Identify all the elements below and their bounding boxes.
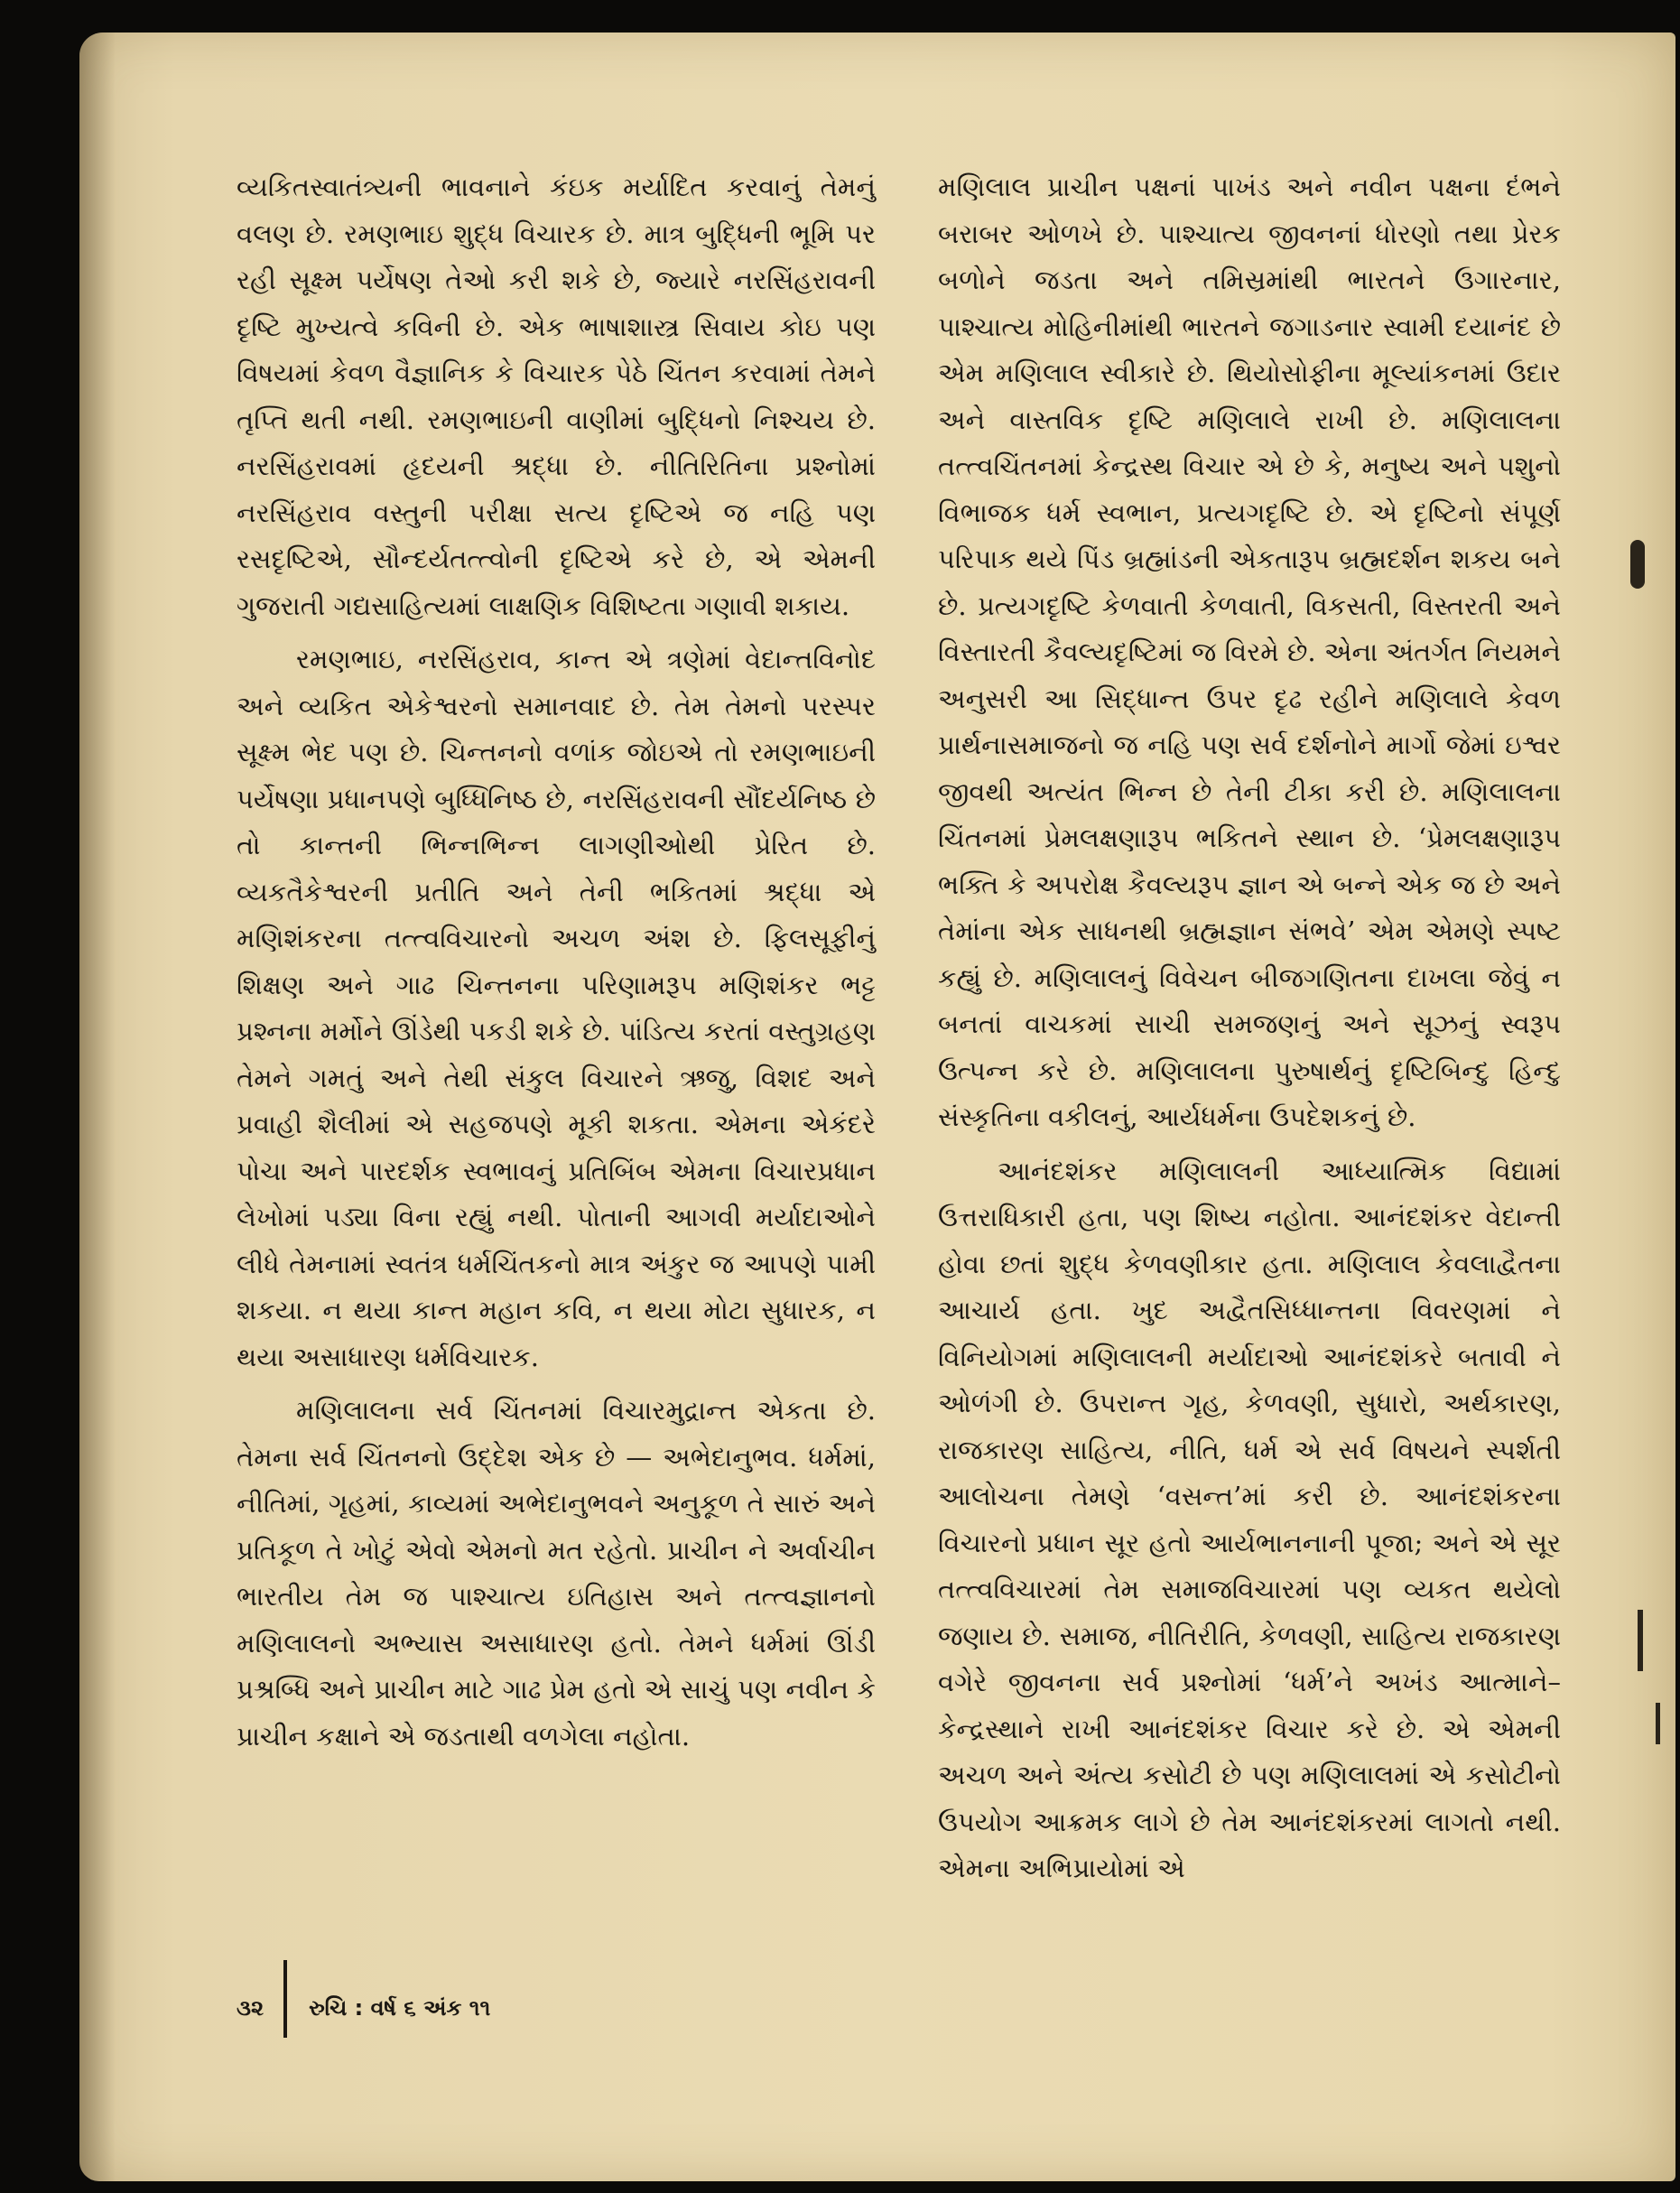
paragraph: વ્યકિતસ્વાતંત્ર્યની ભાવનાને કંઇક મર્યાદિત કરવાનું તેમનું વલણ છે. રમણભાઇ શુદ્ધ વિચારક છે. માત્ર બુદ્ધિની ભૂમિ પર રહી સૂક્ષ્મ પર્યેષણ તેઓ કરી શકે છે, જ્યારે નરસિંહરાવની દૃષ્ટિ મુખ્યત્વે કવિની છે. એક ભાષાશાસ્ત્ર સિવાય કોઇ પણ વિષયમાં કેવળ વૈજ્ઞાનિક કે વિચારક પેઠે ચિંતન કરવામાં તેમને તૃપ્તિ થતી નથી. રમણભાઇની વાણીમાં બુદ્ધિનો નિશ્ચય છે. નરસિંહરાવમાં હૃદયની શ્રદ્ધા છે. નીતિરિતિના પ્રશ્નોમાં નરસિંહરાવ વસ્તુની પરીક્ષા સત્ય દૃષ્ટિએ જ નહિ પણ રસદૃષ્ટિએ, સૌન્દર્યતત્ત્વોની દૃષ્ટિએ કરે છે, એ એમની ગુજરાતી ગદ્યસાહિત્યમાં લાક્ષણિક વિશિષ્ટતા ગણાવી શકાય. (237, 172, 876, 621)
right-column (938, 164, 1561, 1900)
publication-info: રુચિ : વર્ષ ૬ અંક ૧૧ (309, 1995, 491, 2021)
binding-mark (1656, 1703, 1660, 1744)
binding-mark (1638, 1610, 1643, 1671)
page-fold-shadow (79, 33, 116, 2181)
binding-mark (1630, 540, 1645, 589)
page-number: ૩૨ (237, 1995, 265, 2021)
paragraph: મણિલાલ પ્રાચીન પક્ષનાં પાખંડ અને નવીન પક્ષના દંભને બરાબર ઓળખે છે. પાશ્ચાત્ય જીવનનાં ધોરણો તથા પ્રેરક બળોને જડતા અને તમિસ્રમાંથી ભારતને ઉગારનાર, પાશ્ચાત્ય મોહિનીમાંથી ભારતને જગાડનાર સ્વામી દયાનંદ છે એમ મણિલાલ સ્વીકારે છે. થિયોસોફીના મૂલ્યાંકનમાં ઉદાર અને વાસ્તવિક દૃષ્ટિ મણિલાલે રાખી છે. મણિલાલના તત્ત્વચિંતનમાં કેન્દ્રસ્થ વિચાર એ છે કે, મનુષ્ય અને પશુનો વિભાજક ધર્મ સ્વભાન, પ્રત્યગદૃષ્ટિ છે. એ દૃષ્ટિનો સંપૂર્ણ પરિપાક થયે પિંડ બ્રહ્માંડની એકતારૂપ બ્રહ્મદર્શન શકય બને છે. પ્રત્યગદૃષ્ટિ કેળવાતી કેળવાતી, વિકસતી, વિસ્તરતી અને વિસ્તારતી કૈવલ્યદૃષ્ટિમાં જ વિરમે છે. એના અંતર્ગત નિયમને અનુસરી આ સિદ્ધાન્ત ઉપર દૃઢ રહીને મણિલાલે કેવળ પ્રાર્થનાસમાજનો જ નહિ પણ સર્વ દર્શનોને માર્ગો જેમાં ઇશ્વર જીવથી અત્યંત ભિન્ન છે તેની ટીકા કરી છે. મણિલાલના ચિંતનમાં પ્રેમલક્ષણારૂપ ભકિતને સ્થાન છે. ‘પ્રેમલક્ષણારૂપ ભક્તિ કે અપરોક્ષ કૈવલ્યરૂપ જ્ઞાન એ બન્ને એક જ છે અને તેમાંના એક સાધનથી બ્રહ્મજ્ઞાન સંભવે’ એમ એમણે સ્પષ્ટ કહ્યું છે. મણિલાલનું વિવેચન બીજગણિતના દાખલા જેવું ન બનતાં વાચકમાં સાચી સમજણનું અને સૂઝનું સ્વરૂપ ઉત્પન્ન કરે છે. મણિલાલના પુરુષાર્થનું દૃષ્ટિબિન્દુ હિન્દુ સંસ્કૃતિના વકીલનું, આર્યધર્મના ઉપદેશકનું છે. (938, 172, 1561, 1132)
left-column (237, 164, 876, 1767)
paragraph: મણિલાલના સર્વ ચિંતનમાં વિચારમુદ્રાન્ત એકતા છે. તેમના સર્વ ચિંતનનો ઉદ્દેશ એક છે — અભેદાનુભવ. ધર્મમાં, નીતિમાં, ગૃહમાં, કાવ્યમાં અભેદાનુભવને અનુકૂળ તે સારું અને પ્રતિકૂળ તે ખોટું એવો એમનો મત રહેતો. પ્રાચીન ને અર્વાચીન ભારતીય તેમ જ પાશ્ચાત્ય ઇતિહાસ અને તત્ત્વજ્ઞાનનો મણિલાલનો અભ્યાસ અસાધારણ હતો. તેમને ધર્મમાં ઊંડી પ્રશ્રબ્ધિ અને પ્રાચીન માટે ગાઢ પ્રેમ હતો એ સાચું પણ નવીન કે પ્રાચીન કક્ષાને એ જડતાથી વળગેલા નહોતા. (237, 1395, 876, 1752)
paragraph: આનંદશંકર મણિલાલની આધ્યાત્મિક વિદ્યામાં ઉત્તરાધિકારી હતા, પણ શિષ્ય નહોતા. આનંદશંકર વેદાન્તી હોવા છતાં શુદ્ધ કેળવણીકાર હતા. મણિલાલ કેવલાદ્વૈતના આચાર્ય હતા. ખુદ અદ્વૈતસિધ્ધાન્તના વિવરણમાં ને વિનિયોગમાં મણિલાલની મર્યાદાઓ આનંદશંકરે બતાવી ને ઓળંગી છે. ઉપરાન્ત ગૃહ, કેળવણી, સુધારો, અર્થકારણ, રાજકારણ સાહિત્ય, નીતિ, ધર્મ એ સર્વ વિષયને સ્પર્શતી આલોચના તેમણે ‘વસન્ત’માં કરી છે. આનંદશંકરના વિચારનો પ્રધાન સૂર હતો આર્યભાનનાની પૂજા; અને એ સૂર તત્ત્વવિચારમાં તેમ સમાજવિચારમાં પણ વ્યકત થયેલો જણાય છે. સમાજ, નીતિરીતિ, કેળવણી, સાહિત્ય રાજકારણ વગેરે જીવનના સર્વ પ્રશ્નોમાં ‘ધર્મ’ને અખંડ આત્માને–કેન્દ્રસ્થાને રાખી આનંદશંકર વિચાર કરે છે. એ એમની અચળ અને અંત્ય કસોટી છે પણ મણિલાલમાં એ કસોટીનો ઉપયોગ આક્રમક લાગે છે તેમ આનંદશંકરમાં લાગતો નથી. એમના અભિપ્રાયોમાં એ (938, 1155, 1561, 1883)
page-footer (237, 1981, 490, 2035)
footer-divider (283, 1960, 287, 2038)
paragraph: રમણભાઇ, નરસિંહરાવ, કાન્ત એ ત્રણેમાં વેદાન્તવિનોદ અને વ્યકિત એકેશ્વરનો સમાનવાદ છે. તેમ તેમનો પરસ્પર સૂક્ષ્મ ભેદ પણ છે. ચિન્તનનો વળાંક જોઇએ તો રમણભાઇની પર્યેષણા પ્રધાનપણે બુધ્ધિનિષ્ઠ છે, નરસિંહરાવની સૌંદર્યનિષ્ઠ છે તો કાન્તની ભિન્નભિન્ન લાગણીઓથી પ્રેરિત છે. વ્યકતૈકેશ્વરની પ્રતીતિ અને તેની ભકિતમાં શ્રદ્ધા એ મણિશંકરના તત્ત્વવિચારનો અચળ અંશ છે. ફિલસૂફીનું શિક્ષણ અને ગાઢ ચિન્તનના પરિણામરૂપ મણિશંકર ભટ્ટ પ્રશ્નના મર્મોને ઊંડેથી પકડી શકે છે. પાંડિત્ય કરતાં વસ્તુગ્રહણ તેમને ગમતું અને તેથી સંકુલ વિચારને ઋજુ, વિશદ અને પ્રવાહી શૈલીમાં એ સહજપણે મૂકી શકતા. એમના એકંદરે પોચા અને પારદર્શક સ્વભાવનું પ્રતિબિંબ એમના વિચારપ્રધાન લેખોમાં પડ્યા વિના રહ્યું નથી. પોતાની આગવી મર્યાદાઓને લીધે તેમનામાં સ્વતંત્ર ધર્મચિંતકનો માત્ર અંકુર જ આપણે પામી શકયા. ન થયા કાન્ત મહાન કવિ, ન થયા મોટા સુધારક, ન થયા અસાધારણ ધર્મવિચારક. (237, 644, 876, 1372)
